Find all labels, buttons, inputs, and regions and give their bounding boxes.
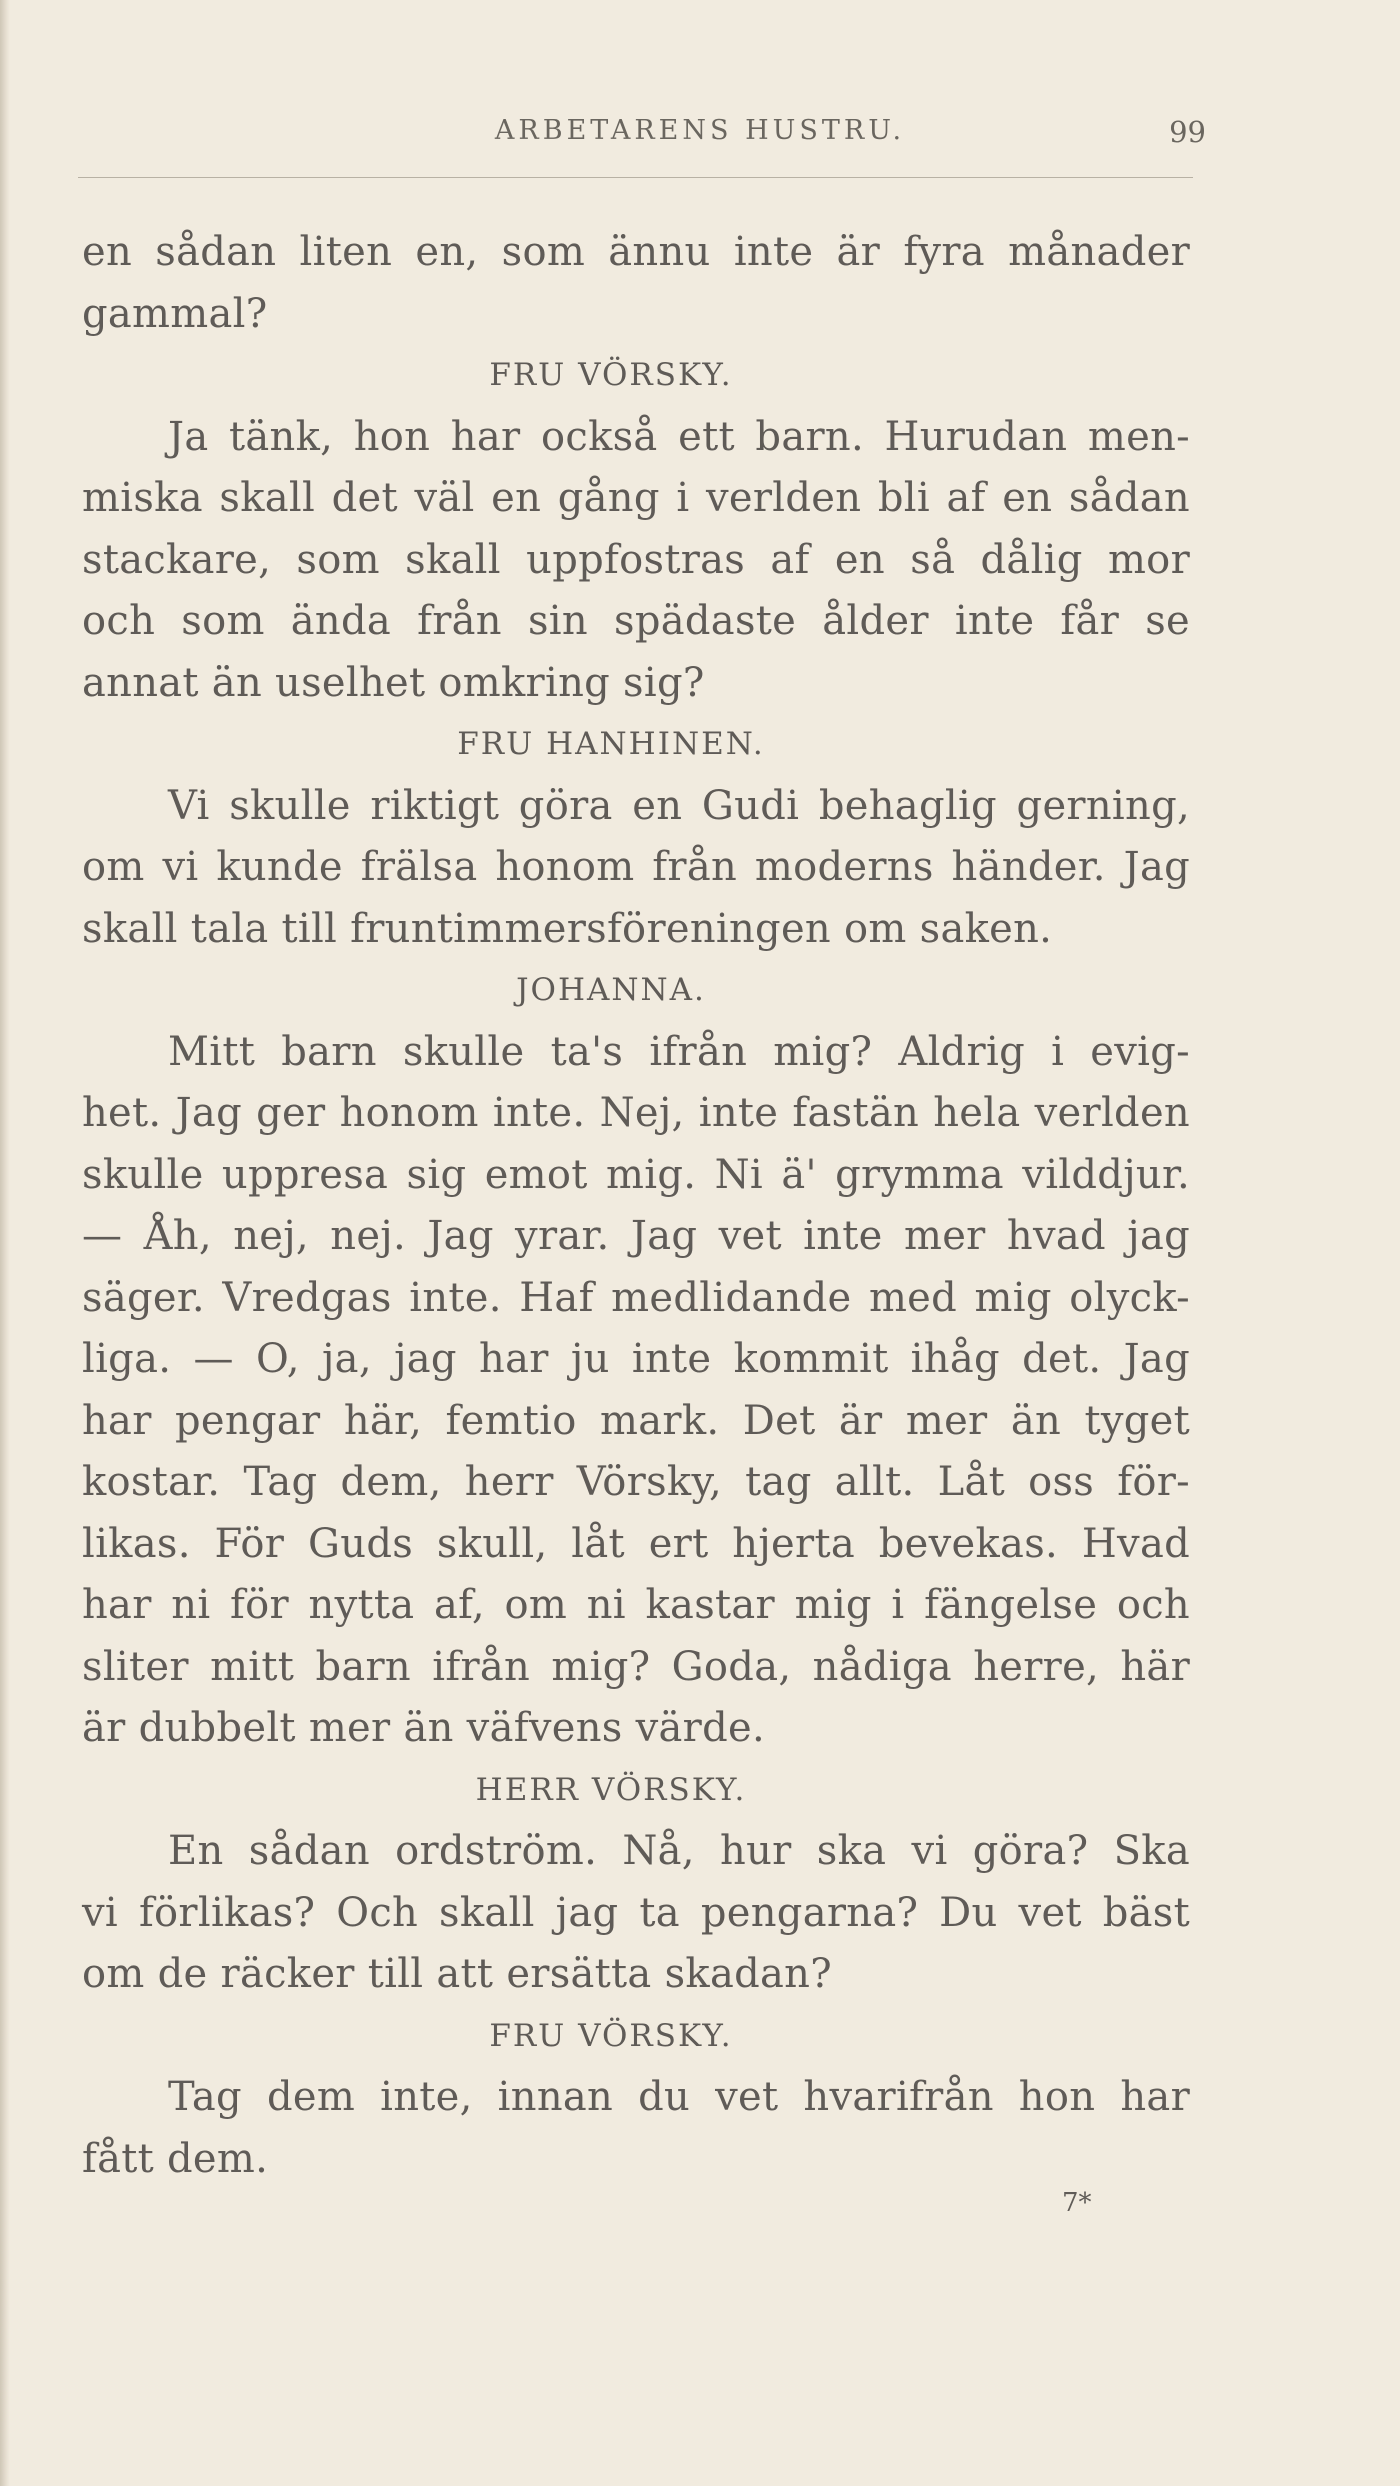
text-line: är dubbelt mer än väfvens värde. [82, 1705, 765, 1751]
text-line: — Åh, nej, nej. Jag yrar. Jag vet inte mer hvad jag [82, 1213, 1190, 1259]
text-line: En sådan ordström. Nå, hur ska vi göra? Ska [168, 1828, 1190, 1874]
page-text [82, 222, 1190, 2190]
text-line: om vi kunde frälsa honom från moderns händer. Jag [82, 844, 1190, 890]
text-line: vi förlikas? Och skall jag ta pengarna? Du vet bäst [82, 1889, 1190, 1936]
speaker-label: JOHANNA. [516, 972, 706, 1008]
text-line: skall tala till fruntimmersföreningen om saken. [82, 905, 1053, 952]
speaker-label: HERR VÖRSKY. [475, 1771, 747, 1808]
text-line: skulle uppresa sig emot mig. Ni ä' grymma vilddjur. [82, 1151, 1190, 1198]
text-line: liga. — O, ja, jag har ju inte kommit ihåg det. Jag [82, 1336, 1190, 1382]
text-line: Mitt barn skulle ta's ifrån mig? Aldrig i evig- [168, 1028, 1190, 1075]
text-line: miska skall det väl en gång i verlden bli af en sådan [82, 475, 1190, 521]
page-edge [0, 0, 10, 2486]
running-title: ARBETARENS HUSTRU. [494, 115, 906, 146]
text-line: Ja tänk, hon har också ett barn. Hurudan men- [168, 413, 1190, 460]
text-line: annat än uselhet omkring sig? [82, 659, 705, 706]
text-line: het. Jag ger honom inte. Nej, inte fastän hela verlden [82, 1090, 1190, 1136]
text-line: och som ända från sin spädaste ålder inte får se [82, 598, 1190, 644]
text-line: om de räcker till att ersätta skadan? [82, 1951, 832, 1997]
text-line: en sådan liten en, som ännu inte är fyra månader [82, 229, 1190, 275]
speaker-label: FRU HANHINEN. [457, 726, 765, 762]
text-line: likas. För Guds skull, låt ert hjerta bevekas. Hvad [82, 1520, 1190, 1567]
speaker-label: FRU VÖRSKY. [489, 357, 733, 393]
text-line: har pengar här, femtio mark. Det är mer än tyget [82, 1397, 1190, 1444]
text-line: säger. Vredgas inte. Haf medlidande med mig olyck- [82, 1274, 1190, 1321]
text-line: fått dem. [82, 2135, 269, 2182]
text-line: kostar. Tag dem, herr Vörsky, tag allt. Låt oss för- [82, 1459, 1190, 1505]
page-number: 99 [1169, 115, 1206, 149]
speaker-label: FRU VÖRSKY. [489, 2017, 733, 2054]
text-line: stackare, som skall uppfostras af en så dålig mor [82, 536, 1190, 583]
text-line: har ni för nytta af, om ni kastar mig i fängelse och [82, 1582, 1190, 1628]
text-line: sliter mitt barn ifrån mig? Goda, nådiga herre, här [82, 1643, 1190, 1690]
page-header [0, 115, 1400, 155]
text-line: Tag dem inte, innan du vet hvarifrån hon har [168, 2074, 1190, 2120]
header-rule [78, 177, 1193, 178]
text-line: Vi skulle riktigt göra en Gudi behaglig gerning, [168, 782, 1190, 829]
printer-signature: 7* [1062, 2188, 1092, 2218]
text-line: gammal? [82, 290, 268, 337]
